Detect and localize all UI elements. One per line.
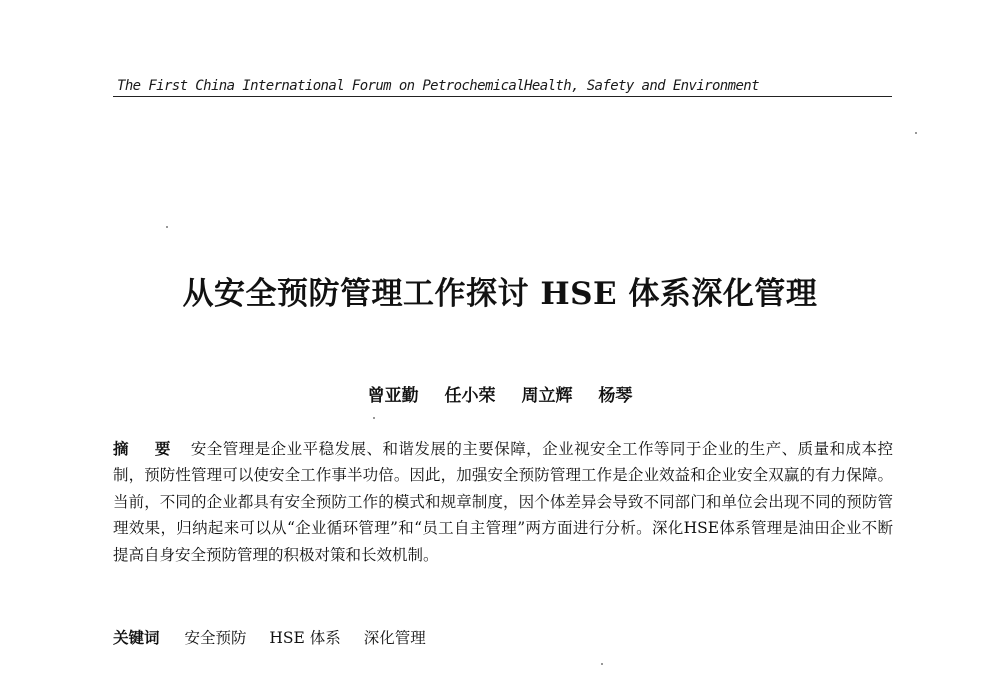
running-header-text: The First China International Forum on PetrochemicalHealth, Safety and Environment [117,78,759,94]
scan-speck [373,417,375,419]
scan-speck [915,132,917,134]
keywords-block [113,626,893,648]
author-name: 周立辉 [521,386,573,406]
author-name: 杨琴 [598,386,633,406]
scan-speck [601,663,603,665]
paper-title: 从安全预防管理工作探讨 HSE 体系深化管理 [182,276,818,312]
running-header [113,74,892,97]
keyword-item: 安全预防 [184,629,247,647]
keyword-item: 深化管理 [363,629,426,647]
keywords-label: 关键词 [113,629,160,647]
author-list [0,381,1000,406]
author-name: 曾亚勤 [367,386,419,406]
scan-speck [166,226,168,228]
abstract-block [113,436,893,568]
author-name: 任小荣 [444,386,496,406]
keyword-item: HSE 体系 [269,629,341,647]
abstract-text: 安全管理是企业平稳发展、和谐发展的主要保障，企业视安全工作等同于企业的生产、质量和成本控制，预防性管理可以使安全工作事半功倍。因此，加强安全预防管理工作是企业效益和企业安全双赢的有力保障。当前，不同的企业都具有安全预防工作的模式和规章制度，因个体差异会导致不同部门和单位会出现不同的预防管理效果，归纳起来可以从“企业循环管理”和“员工自主管理”两方面进行分析。深化HSE体系管理是油田企业不断提高自身安全预防管理的积极对策和长效机制。 [113,440,893,564]
abstract-label: 摘 要 [113,440,181,458]
